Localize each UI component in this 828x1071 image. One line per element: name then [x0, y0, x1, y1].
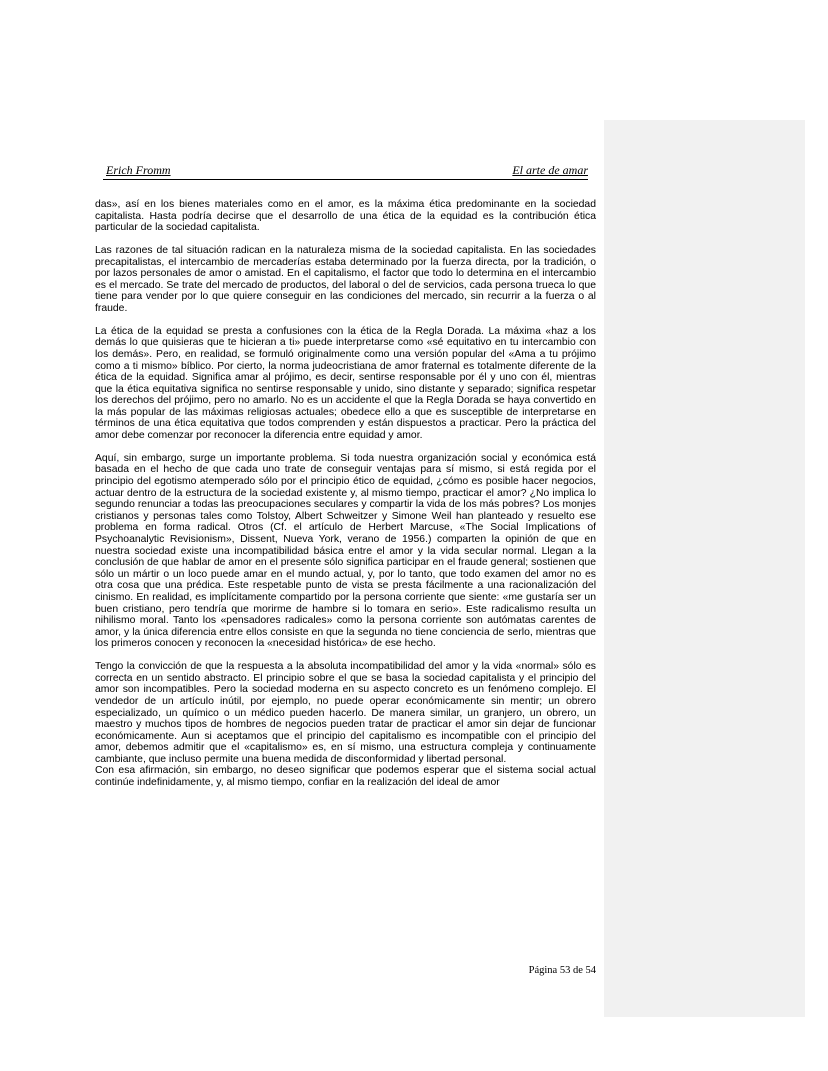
page-number: Página 53 de 54	[528, 965, 596, 976]
header-author: Erich Fromm	[106, 163, 171, 177]
body-text	[95, 199, 596, 789]
paragraph: La ética de la equidad se presta a confusiones con la ética de la Regla Dorada. La máxima «haz a los demás lo que quisieras que te hicieran a ti» puede interpretarse como «sé equitativo en tu intercambio con los demás». Pero, en realidad, se formuló originalmente como una versión popular del «Ama a tu prójimo como a ti mismo» bíblico. Por cierto, la norma judeocristiana de amor fraternal es totalmente diferente de la ética de la equidad. Significa amar al prójimo, es decir, sentirse responsable por él y uno con él, mientras que la ética equitativa significa no sentirse responsable y unido, sino distante y separado; significa respetar los derechos del prójimo, pero no amarlo. No es un accidente el que la Regla Dorada se haya convertido en la más popular de las máximas religiosas actuales; obedece ello a que es susceptible de interpretarse en términos de una ética equitativa que todos comprenden y están dispuestos a practicar. Pero la práctica del amor debe comenzar por reconocer la diferencia entre equidad y amor.	[95, 325, 596, 442]
paragraph: das», así en los bienes materiales como en el amor, es la máxima ética predominante en la sociedad capitalista. Hasta podría decirse que el desarrollo de una ética de la equidad es la contribución ética particular de la sociedad capitalista.	[95, 199, 596, 234]
page-header	[103, 163, 588, 180]
comment-pane	[604, 120, 805, 1017]
paragraph: Tengo la convicción de que la respuesta a la absoluta incompatibilidad del amor y la vida «normal» sólo es correcta en un sentido abstracto. El principio sobre el que se basa la sociedad capitalista y el principio del amor son incompatibles. Pero la sociedad moderna en su aspecto concreto es un fenómeno complejo. El vendedor de un artículo inútil, por ejemplo, no puede operar económicamente sin mentir; un obrero especializado, un químico o un médico pueden hacerlo. De manera similar, un granjero, un obrero, un maestro y muchos tipos de hombres de negocios pueden tratar de practicar el amor sin dejar de funcionar económicamente. Aun si aceptamos que el principio del capitalismo es incompatible con el principio del amor, debemos admitir que el «capitalismo» es, en sí mismo, una estructura compleja y continuamente cambiante, que incluso permite una buena medida de disconformidad y libertad personal.	[95, 661, 596, 765]
header-book-title: El arte de amar	[512, 163, 588, 177]
paragraph: Aquí, sin embargo, surge un importante problema. Si toda nuestra organización social y económica está basada en el hecho de que cada uno trate de conseguir ventajas para sí mismo, si está regida por el principio del egotismo atemperado sólo por el principio ético de equidad, ¿cómo es posible hacer negocios, actuar dentro de la estructura de la sociedad existente y, al mismo tiempo, practicar el amor? ¿No implica lo segundo renunciar a todas las preocupaciones seculares y compartir la vida de los más pobres? Los monjes cristianos y personas tales como Tolstoy, Albert Schweitzer y Simone Weil han planteado y resuelto ese problema en forma radical. Otros (Cf. el artículo de Herbert Marcuse, «The Social Implications of Psychoanalytic Revisionism», Dissent, Nueva York, verano de 1956.) comparten la opinión de que en nuestra sociedad existe una incompatibilidad básica entre el amor y la vida secular normal. Llegan a la conclusión de que hablar de amor en el presente sólo significa participar en el fraude general; sostienen que sólo un mártir o un loco puede amar en el mundo actual, y, por lo tanto, que todo examen del amor no es otra cosa que una prédica. Este respetable punto de vista se presta fácilmente a una racionalización del cinismo. En realidad, es implícitamente compartido por la persona corriente que siente: «me gustaría ser un buen cristiano, pero tendría que morirme de hambre si lo tomara en serio». Este radicalismo resulta un nihilismo moral. Tanto los «pensadores radicales» como la persona corriente son autómatas carentes de amor, y la única diferencia entre ellos consiste en que la segunda no tiene conciencia de serlo, mientras que los primeros conocen y reconocen la «necesidad histórica» de ese hecho.	[95, 452, 596, 650]
paragraph: Con esa afirmación, sin embargo, no deseo significar que podemos esperar que el sistema social actual continúe indefinidamente, y, al mismo tiempo, confiar en la realización del ideal de amor	[95, 765, 596, 789]
paragraph: Las razones de tal situación radican en la naturaleza misma de la sociedad capitalista. En las sociedades precapitalistas, el intercambio de mercaderías estaba determinado por la fuerza directa, por la tradición, o por lazos personales de amor o amistad. En el capitalismo, el factor que todo lo determina en el intercambio es el mercado. Se trate del mercado de productos, del laboral o del de servicios, cada persona trueca lo que tiene para vender por lo que quiere conseguir en las condiciones del mercado, sin recurrir a la fuerza o al fraude.	[95, 244, 596, 314]
